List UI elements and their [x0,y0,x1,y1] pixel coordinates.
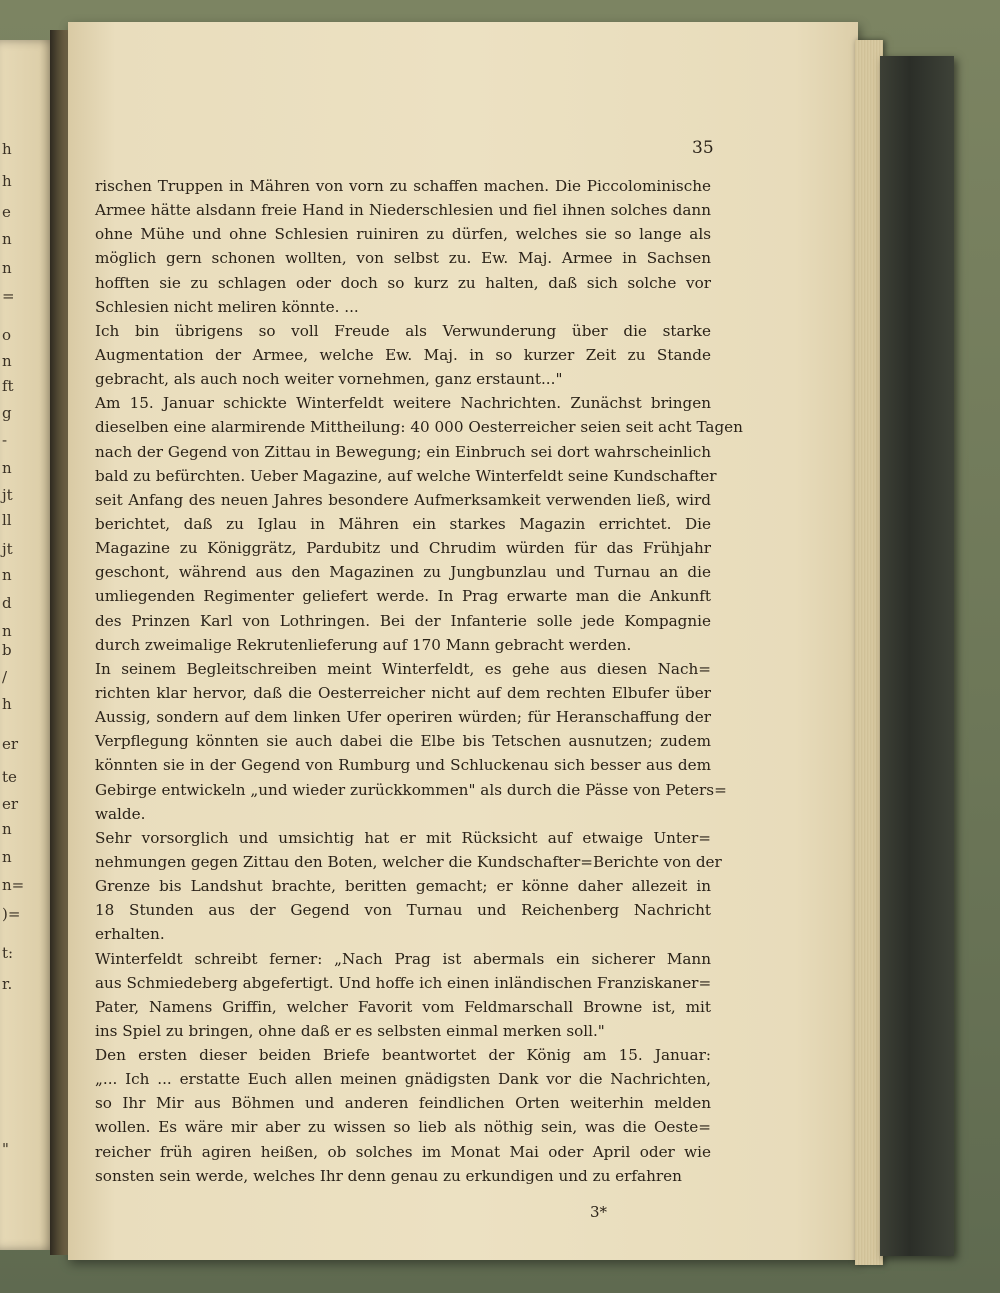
left-page-text-fragment: = [2,287,15,305]
text-line: rischen Truppen in Mähren von vorn zu schaffen machen. Die Piccolominische [95,177,711,195]
left-page-text-fragment: h [2,140,12,158]
left-page-text-fragment: e [2,203,11,221]
text-line: bald zu befürchten. Ueber Magazine, auf welche Winterfeldt seine Kundschafter [95,466,717,485]
left-page-text-fragment: n [2,230,12,248]
text-line: gebracht, als auch noch weiter vornehmen, ganz erstaunt..." [95,370,563,389]
left-page-text-fragment: n [2,622,12,640]
text-line: ohne Mühe und ohne Schlesien ruiniren zu dürfen, welches sie so lange als [95,225,711,244]
text-line: nehmungen gegen Zittau den Boten, welcher die Kundschafter=Berichte von der [95,852,722,871]
text-line: Magazine zu Königgrätz, Pardubitz und Chrudim würden für das Frühjahr [95,539,711,558]
left-page-text-fragment: er [2,735,19,753]
book-cover [880,56,954,1256]
text-line: nach der Gegend von Zittau in Bewegung; ein Einbruch sei dort wahrscheinlich [95,442,711,461]
left-page-text-fragment: n [2,848,12,866]
text-line: wollen. Es wäre mir aber zu wissen so lieb als nöthig sein, was die Oeste= [95,1118,711,1137]
text-line: Den ersten dieser beiden Briefe beantwortet der König am 15. Januar: [95,1046,711,1065]
text-line: umliegenden Regimenter geliefert werde. In Prag erwarte man die Ankunft [95,587,711,606]
text-line: Schlesien nicht meliren könnte. ... [95,297,359,316]
left-page-text-fragment: ll [2,511,12,529]
left-page-text-fragment: n [2,459,12,477]
left-page-text-fragment: t: [2,944,14,962]
text-line: 18 Stunden aus der Gegend von Turnau und Reichenberg Nachricht [95,901,711,920]
text-line: „... Ich ... erstatte Euch allen meinen gnädigsten Dank vor die Nachrichten, [95,1070,711,1089]
text-line: Winterfeldt schreibt ferner: „Nach Prag ist abermals ein sicherer Mann [95,949,711,968]
left-page-text-fragment: n [2,820,12,838]
text-line: walde. [95,804,146,823]
left-page-text-fragment: n [2,259,12,277]
text-line: berichtet, daß zu Iglau in Mähren ein starkes Magazin errichtet. Die [95,514,711,533]
text-line: könnten sie in der Gegend von Rumburg und Schluckenau sich besser aus dem [95,756,711,775]
text-line: sonsten sein werde, welches Ihr denn genau zu erkundigen und zu erfahren [95,1166,682,1185]
text-line: Aussig, sondern auf dem linken Ufer operiren würden; für Heranschaffung der [95,708,711,727]
text-line: Grenze bis Landshut brachte, beritten gemacht; er könne daher allezeit in [95,877,711,896]
left-page-text-fragment: jt [2,486,13,504]
text-line: Armee hätte alsdann freie Hand in Niederschlesien und fiel ihnen solches dann [95,201,711,220]
left-page-text-fragment: h [2,172,12,190]
left-page-text-fragment: - [2,431,8,449]
text-line: so Ihr Mir aus Böhmen und anderen feindlichen Orten weiterhin melden [95,1094,711,1113]
text-line: des Prinzen Karl von Lothringen. Bei der Infanterie solle jede Kompagnie [95,611,711,630]
left-page-text-fragment: n [2,352,12,370]
left-page-text-fragment: / [2,668,8,686]
text-line: aus Schmiedeberg abgefertigt. Und hoffe ich einen inländischen Franziskaner= [95,973,712,992]
text-line: dieselben eine alarmirende Mittheilung: 40 000 Oesterreicher seien seit acht Tagen [95,418,743,437]
left-page-text-fragment: b [2,641,12,659]
text-line: Ich bin übrigens so voll Freude als Verwunderung über die starke [95,321,711,340]
body-text [95,174,743,1188]
left-page-edge [0,40,56,1250]
left-page-text-fragment: g [2,404,12,422]
text-line: geschont, während aus den Magazinen zu Jungbunzlau und Turnau an die [95,563,711,582]
text-line: Augmentation der Armee, welche Ew. Maj. in so kurzer Zeit zu Stande [95,345,711,364]
left-page-text-fragment: r. [2,975,13,993]
left-page-text-fragment: h [2,695,12,713]
left-page-text-fragment: " [2,1140,9,1158]
text-line: Verpflegung könnten sie auch dabei die Elbe bis Tetschen ausnutzen; zudem [95,732,711,751]
left-page-text-fragment: jt [2,540,13,558]
text-line: ins Spiel zu bringen, ohne daß er es selbsten einmal merken soll." [95,1021,605,1040]
text-line: hofften sie zu schlagen oder doch so kurz zu halten, daß sich solche vor [95,273,711,292]
page-number: 35 [692,138,714,158]
left-page-text-fragment: o [2,326,12,344]
text-line: Am 15. Januar schickte Winterfeldt weitere Nachrichten. Zunächst bringen [95,394,711,413]
left-page-text-fragment: d [2,594,12,612]
left-page-text-fragment: )= [2,905,21,923]
signature-mark: 3* [590,1203,608,1221]
left-page-text-fragment: n [2,566,12,584]
text-line: erhalten. [95,925,165,944]
text-line: möglich gern schonen wollten, von selbst zu. Ew. Maj. Armee in Sachsen [95,249,711,268]
left-page-text-fragment: ft [2,377,14,395]
text-line: In seinem Begleitschreiben meint Winterfeldt, es gehe aus diesen Nach= [95,659,711,678]
left-page-text-fragment: n= [2,876,25,894]
left-page-text-fragment: er [2,795,19,813]
text-line: durch zweimalige Rekrutenlieferung auf 170 Mann gebracht werden. [95,635,632,654]
text-line: reicher früh agiren heißen, ob solches im Monat Mai oder April oder wie [95,1142,711,1161]
text-line: richten klar hervor, daß die Oesterreicher nicht auf dem rechten Elbufer über [95,683,711,702]
text-line: Gebirge entwickeln „und wieder zurückkommen" als durch die Pässe von Peters= [95,780,727,799]
text-line: Sehr vorsorglich und umsichtig hat er mit Rücksicht auf etwaige Unter= [95,828,711,847]
text-line: seit Anfang des neuen Jahres besondere Aufmerksamkeit verwenden ließ, wird [95,490,711,509]
text-line: Pater, Namens Griffin, welcher Favorit vom Feldmarschall Browne ist, mit [95,997,711,1016]
page-block-edges [855,40,883,1265]
left-page-text-fragment: te [2,768,17,786]
